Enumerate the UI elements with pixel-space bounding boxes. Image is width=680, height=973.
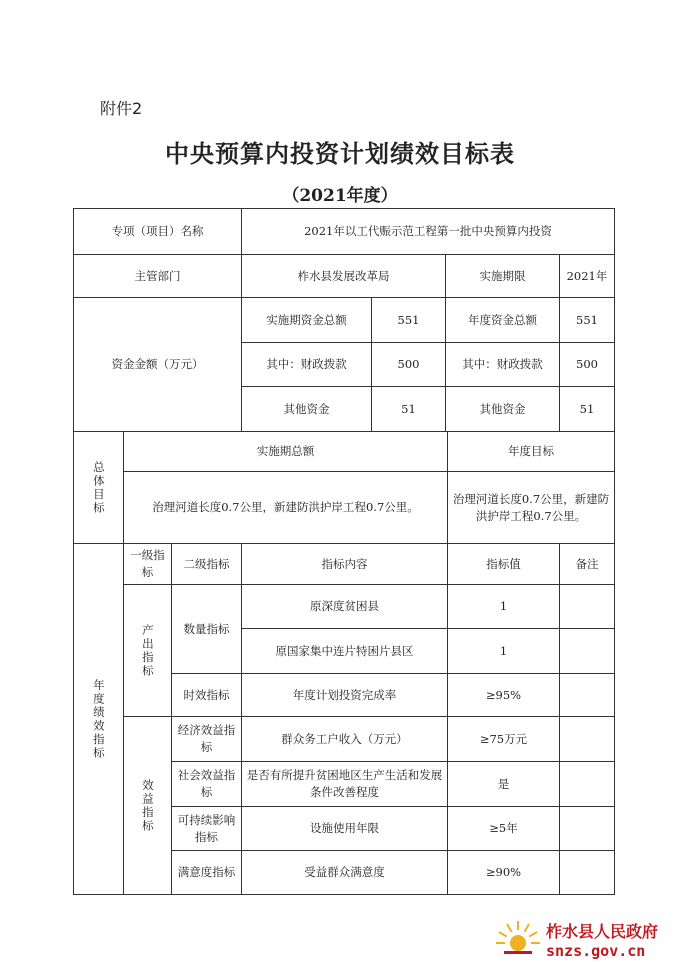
indicator-content-5: 是否有所提升贫困地区生产生活和发展条件改善程度	[241, 761, 448, 807]
other-impl-label: 其他资金	[241, 386, 372, 432]
indicator-remark-4	[559, 716, 615, 762]
output-indicator-label: 产出指标	[123, 584, 172, 717]
indicator-value-6: ≥5年	[447, 806, 560, 851]
impl-total-goal-text: 治理河道长度0.7公里，新建防洪护岸工程0.7公里。	[123, 471, 448, 544]
header-value: 指标值	[447, 543, 560, 585]
annual-goal-text: 治理河道长度0.7公里，新建防洪护岸工程0.7公里。	[447, 471, 615, 544]
department-label: 主管部门	[73, 254, 242, 298]
indicator-value-2: 1	[447, 628, 560, 674]
indicator-remark-5	[559, 761, 615, 807]
watermark-domain: snzs.gov.cn	[546, 941, 646, 960]
watermark-name: 柞水县人民政府	[546, 921, 659, 941]
fiscal-year-value: 500	[559, 342, 615, 387]
satisfaction-label: 满意度指标	[171, 850, 242, 895]
indicator-value-7: ≥90%	[447, 850, 560, 895]
indicator-content-4: 群众务工户收入（万元）	[241, 716, 448, 762]
period-label: 实施期限	[445, 254, 560, 298]
header-level2: 二级指标	[171, 543, 242, 585]
funds-label: 资金金额（万元）	[73, 297, 242, 432]
header-remark: 备注	[559, 543, 615, 585]
indicator-remark-7	[559, 850, 615, 895]
project-name-value: 2021年以工代赈示范工程第一批中央预算内投资	[241, 208, 615, 255]
indicator-value-1: 1	[447, 584, 560, 629]
indicator-value-5: 是	[447, 761, 560, 807]
year-subtitle: （2021年度）	[282, 186, 398, 206]
page-title: 中央预算内投资计划绩效目标表	[165, 140, 515, 168]
social-benefit-label: 社会效益指标	[171, 761, 242, 807]
indicator-value-4: ≥75万元	[447, 716, 560, 762]
indicator-content-7: 受益群众满意度	[241, 850, 448, 895]
other-impl-value: 51	[371, 386, 446, 432]
quantity-indicator-label: 数量指标	[171, 584, 242, 674]
indicator-content-2: 原国家集中连片特困片县区	[241, 628, 448, 674]
indicator-remark-6	[559, 806, 615, 851]
header-level1: 一级指标	[123, 543, 172, 585]
fiscal-impl-label: 其中：财政拨款	[241, 342, 372, 387]
government-watermark	[496, 908, 672, 970]
benefit-indicator-label: 效益指标	[123, 716, 172, 895]
indicator-remark-3	[559, 673, 615, 717]
timeliness-indicator-label: 时效指标	[171, 673, 242, 717]
indicator-remark-1	[559, 584, 615, 629]
indicator-value-3: ≥95%	[447, 673, 560, 717]
annual-goal-header: 年度目标	[447, 431, 615, 472]
department-value: 柞水县发展改革局	[241, 254, 446, 298]
other-year-value: 51	[559, 386, 615, 432]
indicator-content-1: 原深度贫困县	[241, 584, 448, 629]
attachment-label: 附件2	[100, 99, 143, 118]
economic-benefit-label: 经济效益指标	[171, 716, 242, 762]
other-year-label: 其他资金	[445, 386, 560, 432]
sun-logo-icon	[496, 917, 540, 961]
indicator-content-6: 设施使用年限	[241, 806, 448, 851]
total-impl-funds-label: 实施期资金总额	[241, 297, 372, 343]
sustainability-label: 可持续影响指标	[171, 806, 242, 851]
indicator-content-3: 年度计划投资完成率	[241, 673, 448, 717]
period-value: 2021年	[559, 254, 615, 298]
indicator-remark-2	[559, 628, 615, 674]
fiscal-year-label: 其中：财政拨款	[445, 342, 560, 387]
project-name-label: 专项（项目）名称	[73, 208, 242, 255]
total-year-funds-label: 年度资金总额	[445, 297, 560, 343]
overall-goal-label: 总体目标	[73, 431, 124, 544]
total-year-funds-value: 551	[559, 297, 615, 343]
header-content: 指标内容	[241, 543, 448, 585]
annual-indicators-label: 年度绩效指标	[73, 543, 124, 895]
impl-total-header: 实施期总额	[123, 431, 448, 472]
total-impl-funds-value: 551	[371, 297, 446, 343]
fiscal-impl-value: 500	[371, 342, 446, 387]
